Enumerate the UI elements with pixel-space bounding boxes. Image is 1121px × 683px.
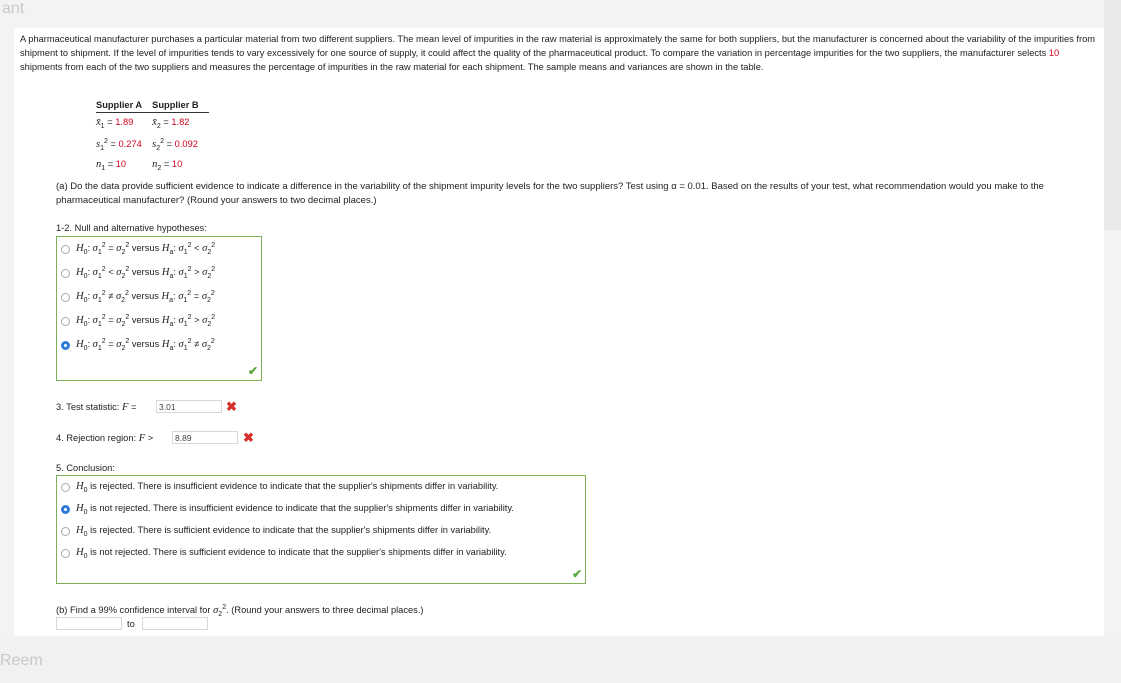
hypothesis-text: $H_0$: $\sigma_1^2 = \sigma_2^2$ versus $H_a$: $\sigma_1^2 \ne \sigma_2^2$: [76, 338, 215, 352]
radio-button[interactable]: [61, 269, 70, 278]
col-header-supplier-b: Supplier B: [152, 98, 209, 113]
conclusion-option[interactable]: [61, 500, 514, 518]
radio-button[interactable]: [61, 341, 70, 350]
question-panel: [14, 28, 1104, 636]
problem-statement: [20, 32, 1100, 75]
background-ghost-text: ant: [2, 0, 25, 17]
sample-size-highlight: 10: [1048, 48, 1060, 59]
conclusion-option[interactable]: [61, 544, 507, 562]
radio-button[interactable]: [61, 505, 70, 514]
conclusion-text: $H_0$ is not rejected. There is insufficient evidence to indicate that the supplier's shipments differ in variability.: [76, 502, 514, 516]
conclusion-option[interactable]: [61, 522, 491, 540]
radio-button[interactable]: [61, 293, 70, 302]
incorrect-x-icon-2: ✖: [243, 430, 254, 445]
radio-button[interactable]: [61, 245, 70, 254]
correct-check-icon: ✔: [247, 364, 258, 378]
bottom-faded-area: [0, 638, 1121, 683]
conclusion-text: $H_0$ is rejected. There is sufficient evidence to indicate that the supplier's shipments differ in variability.: [76, 524, 492, 538]
ci-upper-input[interactable]: [142, 617, 208, 630]
conclusion-label: 5. Conclusion:: [56, 463, 115, 473]
scrollbar-track[interactable]: [1104, 0, 1121, 230]
correct-check-icon-2: ✔: [571, 567, 582, 581]
radio-button[interactable]: [61, 549, 70, 558]
hypothesis-text: $H_0$: $\sigma_1^2 \ne \sigma_2^2$ versus $H_a$: $\sigma_1^2 = \sigma_2^2$: [76, 290, 215, 304]
hypothesis-option[interactable]: [61, 288, 215, 306]
radio-button[interactable]: [61, 483, 70, 492]
ci-to-label: to: [127, 619, 135, 629]
test-statistic-label: 3. Test statistic: F =: [56, 402, 137, 413]
part-b-question: (b) Find a 99% confidence interval for $\sigma_2^2$. (Round your answers to three decimal places.): [56, 604, 424, 618]
test-statistic-input[interactable]: 3.01: [156, 400, 222, 413]
conclusion-text: $H_0$ is rejected. There is insufficient evidence to indicate that the supplier's shipments differ in variability.: [76, 480, 499, 494]
hypotheses-answer-box: [56, 236, 262, 381]
hypothesis-text: $H_0$: $\sigma_1^2 = \sigma_2^2$ versus $H_a$: $\sigma_1^2 < \sigma_2^2$: [76, 242, 216, 256]
rejection-region-input[interactable]: 8.89: [172, 431, 238, 444]
part-a-question: (a) Do the data provide sufficient evidence to indicate a difference in the variability of the shipment impurity levels for the two suppliers? Test using α = 0.01. Based on the results of your test, what recommendation would you make to the pharmaceutical manufacturer? (Round your answers to two decimal places.): [56, 181, 1044, 206]
hypothesis-text: $H_0$: $\sigma_1^2 < \sigma_2^2$ versus $H_a$: $\sigma_1^2 > \sigma_2^2$: [76, 266, 216, 280]
sample-stats-table: [96, 98, 209, 176]
n2-cell: $n_2 = 10$: [152, 159, 183, 172]
s2sq-cell: $s_2^2 = 0.092$: [152, 137, 198, 152]
conclusion-answer-box: [56, 475, 586, 584]
hypothesis-option[interactable]: [61, 264, 215, 282]
xbar1-cell: $x̄_1 = 1.89$: [96, 117, 134, 130]
n1-cell: $n_1 = 10$: [96, 159, 127, 172]
ci-lower-input[interactable]: [56, 617, 122, 630]
intro-text-1: A pharmaceutical manufacturer purchases a particular material from two different suppliers. The mean level of impurities in the raw material is approximately the same for both suppliers, but the manufacturer is concerned about the variability of the impurities from shipment to shipment. If the level of impurities tends to vary excessively for one source of supply, it could affect the quality of the pharmaceutical product. To compare the variation in percentage impurities for the two suppliers, the manufacturer selects: [20, 34, 1095, 59]
rejection-region-label: 4. Rejection region: F >: [56, 433, 154, 444]
radio-button[interactable]: [61, 527, 70, 536]
incorrect-x-icon: ✖: [226, 399, 237, 414]
s1sq-cell: $s_1^2 = 0.274$: [96, 137, 142, 152]
radio-button[interactable]: [61, 317, 70, 326]
hypothesis-option[interactable]: [61, 336, 215, 354]
hypotheses-label: 1-2. Null and alternative hypotheses:: [56, 223, 207, 233]
intro-text-2: shipments from each of the two suppliers and measures the percentage of impurities in the raw material for each shipment. The sample means and variances are shown in the table.: [20, 62, 764, 73]
hypothesis-text: $H_0$: $\sigma_1^2 = \sigma_2^2$ versus $H_a$: $\sigma_1^2 > \sigma_2^2$: [76, 314, 216, 328]
background-ghost-text-bottom: Reem: [0, 652, 43, 669]
conclusion-text: $H_0$ is not rejected. There is sufficient evidence to indicate that the supplier's shipments differ in variability.: [76, 546, 507, 560]
hypothesis-option[interactable]: [61, 240, 215, 258]
conclusion-option[interactable]: [61, 478, 498, 496]
hypothesis-option[interactable]: [61, 312, 215, 330]
xbar2-cell: $x̄_2 = 1.82$: [152, 117, 190, 130]
col-header-supplier-a: Supplier A: [96, 98, 152, 113]
